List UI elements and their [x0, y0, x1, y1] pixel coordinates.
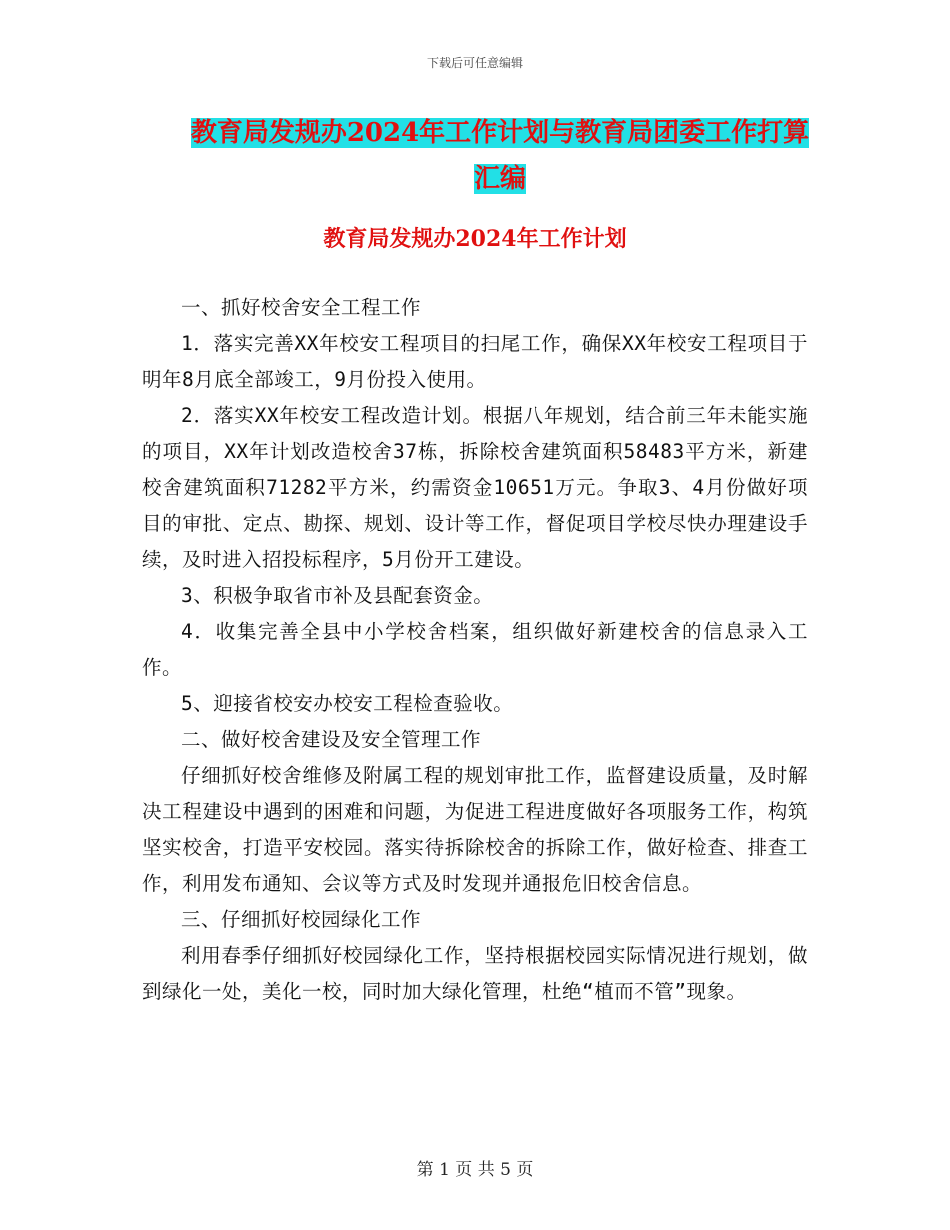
- title-line-2: 汇编: [473, 164, 526, 194]
- page-number: 第 1 页 共 5 页: [416, 1160, 534, 1180]
- heading-1: 一、抓好校舍安全工程工作: [181, 296, 422, 319]
- paragraph: 3、积极争取省市补及县配套资金。: [181, 584, 494, 607]
- paragraph: 1．落实完善XX年校安工程项目的扫尾工作，确保XX年校安工程项目于明年8月底全部竣工，9月份投入使用。: [142, 332, 808, 391]
- heading-3: 三、仔细抓好校园绿化工作: [181, 908, 422, 931]
- heading-2: 二、做好校舍建设及安全管理工作: [181, 728, 482, 751]
- title-line-1: 教育局发规办2024年工作计划与教育局团委工作打算: [190, 118, 810, 148]
- paragraph: 5、迎接省校安办校安工程检查验收。: [181, 692, 514, 715]
- section-title: 教育局发规办2024年工作计划: [323, 226, 627, 252]
- document-title: [140, 110, 860, 202]
- paragraph: 2．落实XX年校安工程改造计划。根据八年规划，结合前三年未能实施的项目，XX年计划改造校舍37栋，拆除校舍建筑面积58483平方米，新建校舍建筑面积71282平方米，约需资金10651万元。争取3、4月份做好项目的审批、定点、勘探、规划、设计等工作，督促项目学校尽快办理建设手续，及时进入招投标程序，5月份开工建设。: [142, 404, 808, 571]
- paragraph: 4．收集完善全县中小学校舍档案，组织做好新建校舍的信息录入工作。: [142, 620, 808, 679]
- paragraph: 仔细抓好校舍维修及附属工程的规划审批工作，监督建设质量，及时解决工程建设中遇到的困难和问题，为促进工程进度做好各项服务工作，构筑坚实校舍，打造平安校园。落实待拆除校舍的拆除工作，做好检查、排查工作，利用发布通知、会议等方式及时发现并通报危旧校舍信息。: [142, 764, 808, 895]
- header-note: 下载后可任意编辑: [426, 56, 523, 70]
- document-body: [142, 290, 808, 1010]
- paragraph: 利用春季仔细抓好校园绿化工作，坚持根据校园实际情况进行规划，做到绿化一处，美化一校，同时加大绿化管理，杜绝“植而不管”现象。: [142, 944, 808, 1003]
